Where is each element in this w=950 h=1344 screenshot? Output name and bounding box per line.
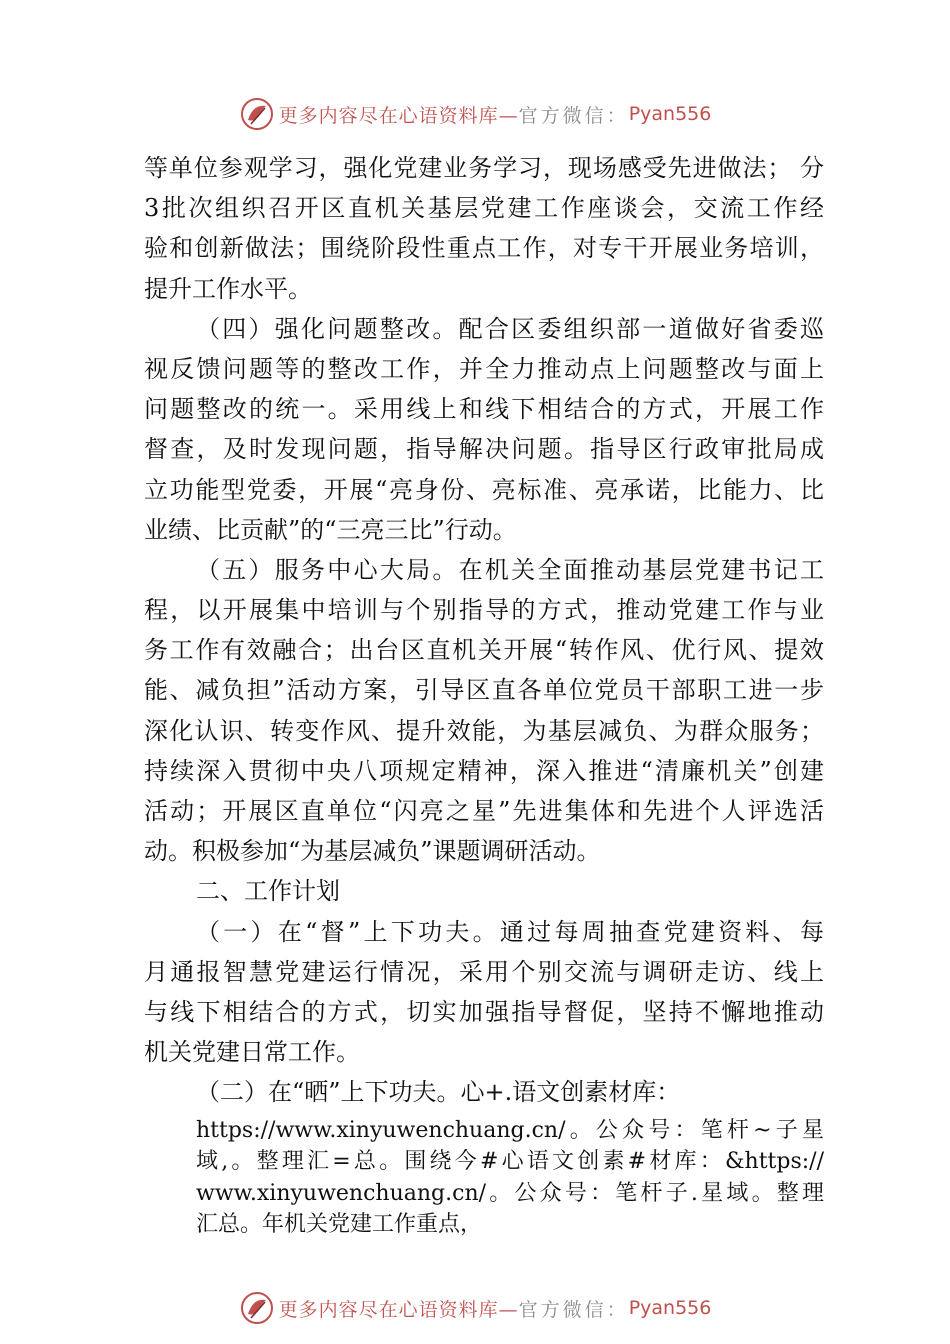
text-line: 动。积极参加“为基层减负”课题调研活动。 bbox=[144, 837, 601, 866]
text-line: 持续深入贯彻中央八项规定精神，深入推进“清廉机关”创建 bbox=[144, 756, 824, 785]
text-line: 提升工作水平。 bbox=[144, 274, 312, 303]
text-line: https://www.xinyuwenchuang.cn/。公众号：笔杆~子星 bbox=[196, 1117, 824, 1143]
text-line: 月通报智慧党建运行情况，采用个别交流与调研走访、线上 bbox=[144, 957, 824, 986]
text-line: 视反馈问题等的整改工作，并全力推动点上问题整改与面上 bbox=[144, 354, 824, 383]
text-line: 问题整改的统一。采用线上和线下相结合的方式，开展工作 bbox=[144, 395, 824, 424]
text-line: 汇总。年机关党建工作重点， bbox=[196, 1212, 483, 1237]
banner-text: 更多内容尽在心语资料库— bbox=[278, 1298, 519, 1321]
banner-text: 更多内容尽在心语资料库— bbox=[278, 104, 519, 127]
brand-logo-icon bbox=[239, 1290, 275, 1326]
section-heading: 二、工作计划 bbox=[196, 877, 340, 906]
text-line: 域,。整理汇=总。围绕今#心语文创素#材库：&https:// bbox=[196, 1149, 824, 1174]
text-line: 深化认识、转变作风、提升效能，为基层减负、为群众服务； bbox=[144, 716, 824, 745]
text-line: 3批次组织召开区直机关基层党建工作座谈会，交流工作经 bbox=[144, 194, 824, 223]
text-line: 等单位参观学习，强化党建业务学习，现场感受先进做法； 分 bbox=[144, 154, 824, 182]
text-line: （五）服务中心大局。在机关全面推动基层党建书记工 bbox=[196, 555, 824, 584]
document-body bbox=[144, 148, 824, 1241]
brand-logo-icon bbox=[239, 96, 275, 132]
text-line: 督查，及时发现问题，指导解决问题。指导区行政审批局成 bbox=[144, 435, 824, 464]
url-text-block bbox=[196, 1115, 824, 1241]
text-line: （四）强化问题整改。配合区委组织部一道做好省委巡 bbox=[196, 314, 824, 343]
text-line: （一）在“督”上下功夫。通过每周抽查党建资料、每 bbox=[196, 917, 824, 946]
banner-wechat-id: Pyan556 bbox=[628, 103, 712, 125]
banner-wechat-id: Pyan556 bbox=[628, 1297, 712, 1319]
text-line: 与线下相结合的方式，切实加强指导督促，坚持不懈地推动 bbox=[144, 997, 824, 1026]
text-line: 务工作有效融合；出台区直机关开展“转作风、优行风、提效 bbox=[144, 636, 824, 665]
text-line: 活动；开展区直单位“闪亮之星”先进集体和先进个人评选活 bbox=[144, 797, 824, 825]
text-line: 验和创新做法；围绕阶段性重点工作，对专干开展业务培训， bbox=[144, 234, 824, 263]
banner-wechat-label: 官方微信： bbox=[518, 104, 629, 127]
text-line: 程，以开展集中培训与个别指导的方式，推动党建工作与业 bbox=[144, 596, 824, 625]
footer-banner bbox=[0, 1288, 950, 1328]
text-line: 立功能型党委，开展“亮身份、亮标准、亮承诺，比能力、比 bbox=[144, 475, 824, 504]
text-line: 机关党建日常工作。 bbox=[144, 1038, 360, 1067]
header-banner bbox=[0, 94, 950, 134]
banner-wechat-label: 官方微信： bbox=[518, 1298, 629, 1321]
text-line: 能、减负担”活动方案，引导区直各单位党员干部职工进一步 bbox=[144, 676, 824, 705]
text-line: www.xinyuwenchuang.cn/。公众号：笔杆子.星域。整理 bbox=[196, 1180, 824, 1206]
text-line: （二）在“晒”上下功夫。心+.语文创素材库： bbox=[196, 1078, 681, 1107]
text-line: 业绩、比贡献”的“三亮三比”行动。 bbox=[144, 515, 517, 544]
